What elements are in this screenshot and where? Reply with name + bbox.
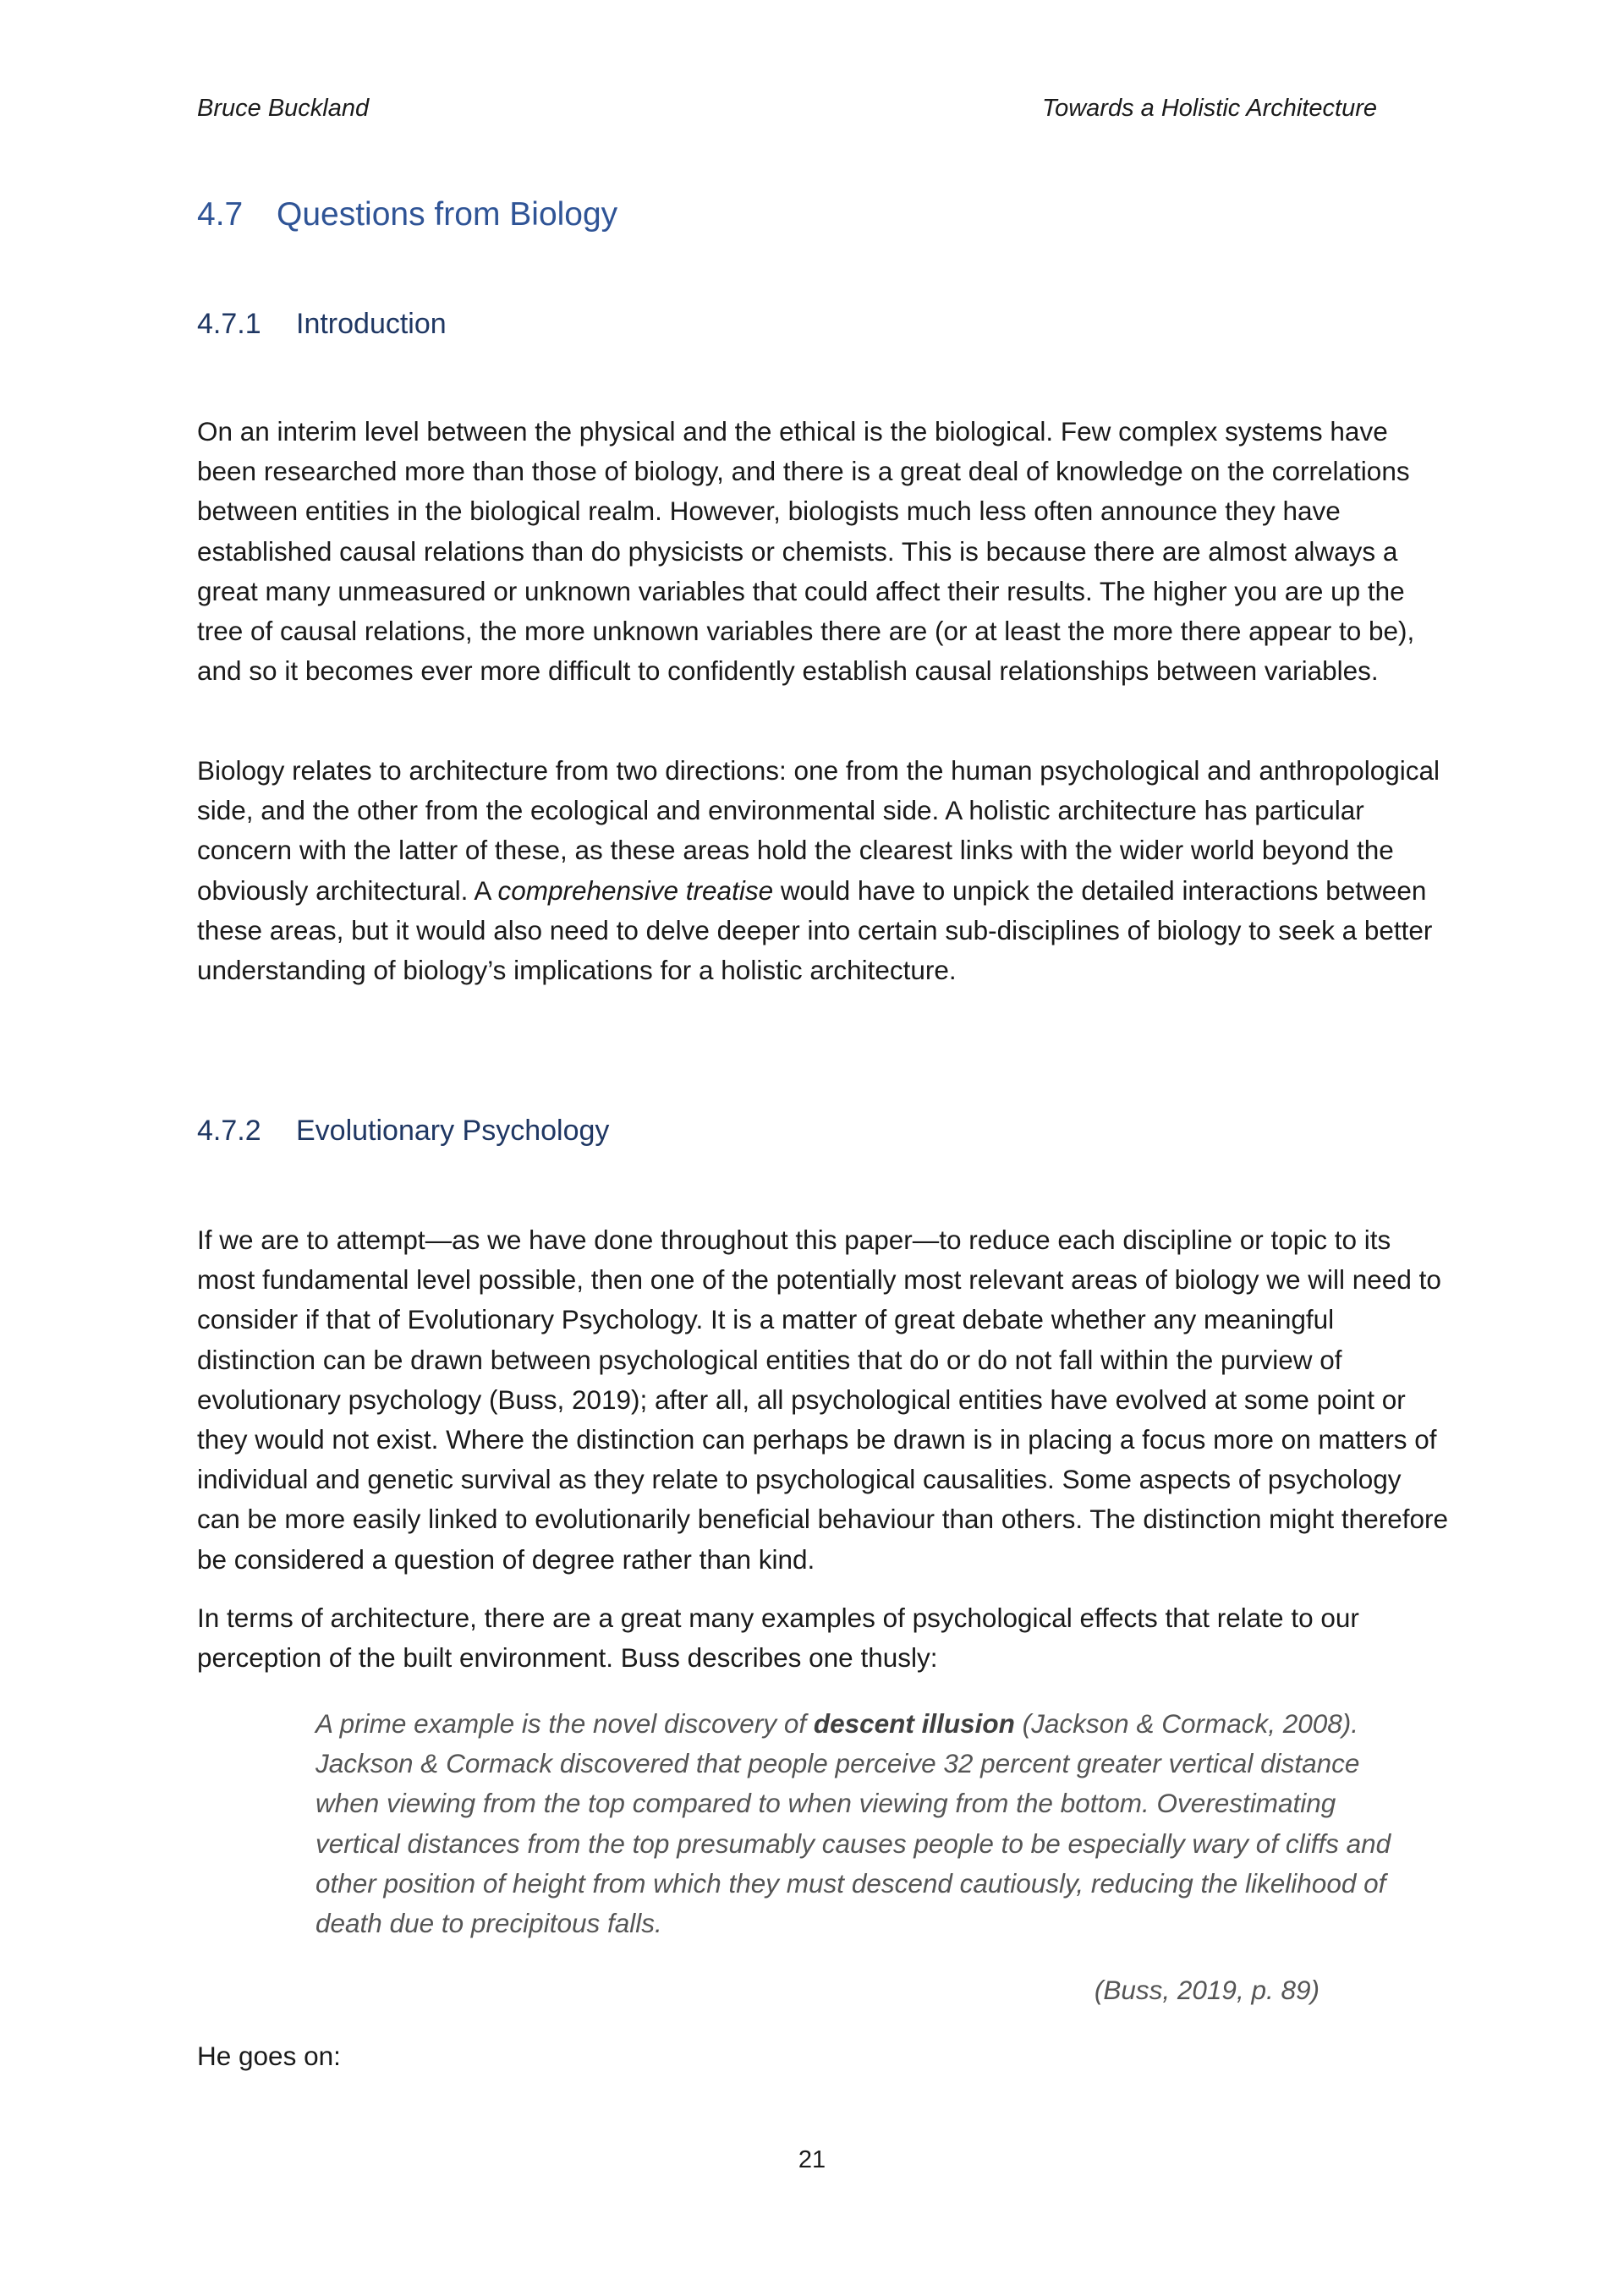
block-quote: [315, 1704, 1407, 1943]
block-quote-text-start: A prime example is the novel discovery of: [315, 1708, 814, 1739]
subsection-number: 4.7.2: [197, 1115, 261, 1147]
intro-paragraph-2: [197, 751, 1449, 990]
block-quote-text-end: (Jackson & Cormack, 2008). Jackson & Cormack discovered that people perceive 32 percent greater vertical distance when viewing from the top compared to when viewing from the bottom. Overestimating vertical distances from the top presumably causes people to be especially wary of cliffs and other position of height from which they must descend cautiously, reducing the likelihood of death due to precipitous falls.: [315, 1708, 1391, 1939]
evo-paragraph-1: If we are to attempt—as we have done throughout this paper—to reduce each discipline or topic to its most fundamental level possible, then one of the potentially most relevant areas of biology we will need to consider if that of Evolutionary Psychology. It is a matter of great debate whether any meaningful distinction can be drawn between psychological entities that do or do not fall within the purview of evolutionary psychology (Buss, 2019); after all, all psychological entities have evolved at some point or they would not exist. Where the distinction can perhaps be drawn is in placing a focus more on matters of individual and genetic survival as they relate to psychological causalities. Some aspects of psychology can be more easily linked to evolutionarily beneficial behaviour than others. The distinction might therefore be considered a question of degree rather than kind.: [197, 1225, 1449, 1575]
section-heading: [197, 196, 617, 233]
section-number: 4.7: [197, 196, 244, 233]
subsection-title: Introduction: [296, 308, 447, 340]
subsection-number: 4.7.1: [197, 308, 261, 340]
intro-paragraph-2-text-end: would have to unpick the detailed interactions between these areas, but it would also need to delve deeper into certain sub-disciplines of biology to seek a better understanding of biology’s implications for a holistic architecture.: [197, 874, 1433, 986]
subsection-heading-introduction: [197, 308, 447, 341]
subsection-title: Evolutionary Psychology: [296, 1115, 610, 1147]
page-number: 21: [798, 2146, 826, 2173]
intro-paragraph-2-emphasis: comprehensive treatise: [497, 874, 774, 906]
intro-paragraph-2-text-start: Biology relates to architecture from two directions: one from the human psychological and anthropological side, and the other from the ecological and environmental side. A holistic architecture has particular concern with the latter of these, as these areas hold the clearest links with the wider world beyond the obviously architectural. A: [197, 755, 1440, 906]
block-quote-bold-term: descent illusion: [813, 1708, 1015, 1739]
evo-paragraph-3: He goes on:: [197, 2041, 341, 2071]
subsection-heading-evolutionary-psychology: [197, 1115, 609, 1148]
header-author: Bruce Buckland: [197, 95, 370, 122]
section-title: Questions from Biology: [277, 196, 618, 233]
evo-paragraph-2: In terms of architecture, there are a great many examples of psychological effects that relate to our perception of the built environment. Buss describes one thusly:: [197, 1603, 1359, 1674]
quote-citation: (Buss, 2019, p. 89): [1094, 1975, 1320, 2005]
intro-paragraph-1: On an interim level between the physical and the ethical is the biological. Few complex systems have been researched more than those of biology, and there is a great deal of knowledge on the correlations between entities in the biological realm. However, biologists much less often announce they have established causal relations than do physicists or chemists. This is because there are almost always a great many unmeasured or unknown variables that could affect their results. The higher you are up the tree of causal relations, the more unknown variables there are (or at least the more there appear to be), and so it becomes ever more difficult to confidently establish causal relationships between variables.: [197, 416, 1415, 687]
header-document-title: Towards a Holistic Architecture: [1042, 95, 1377, 122]
